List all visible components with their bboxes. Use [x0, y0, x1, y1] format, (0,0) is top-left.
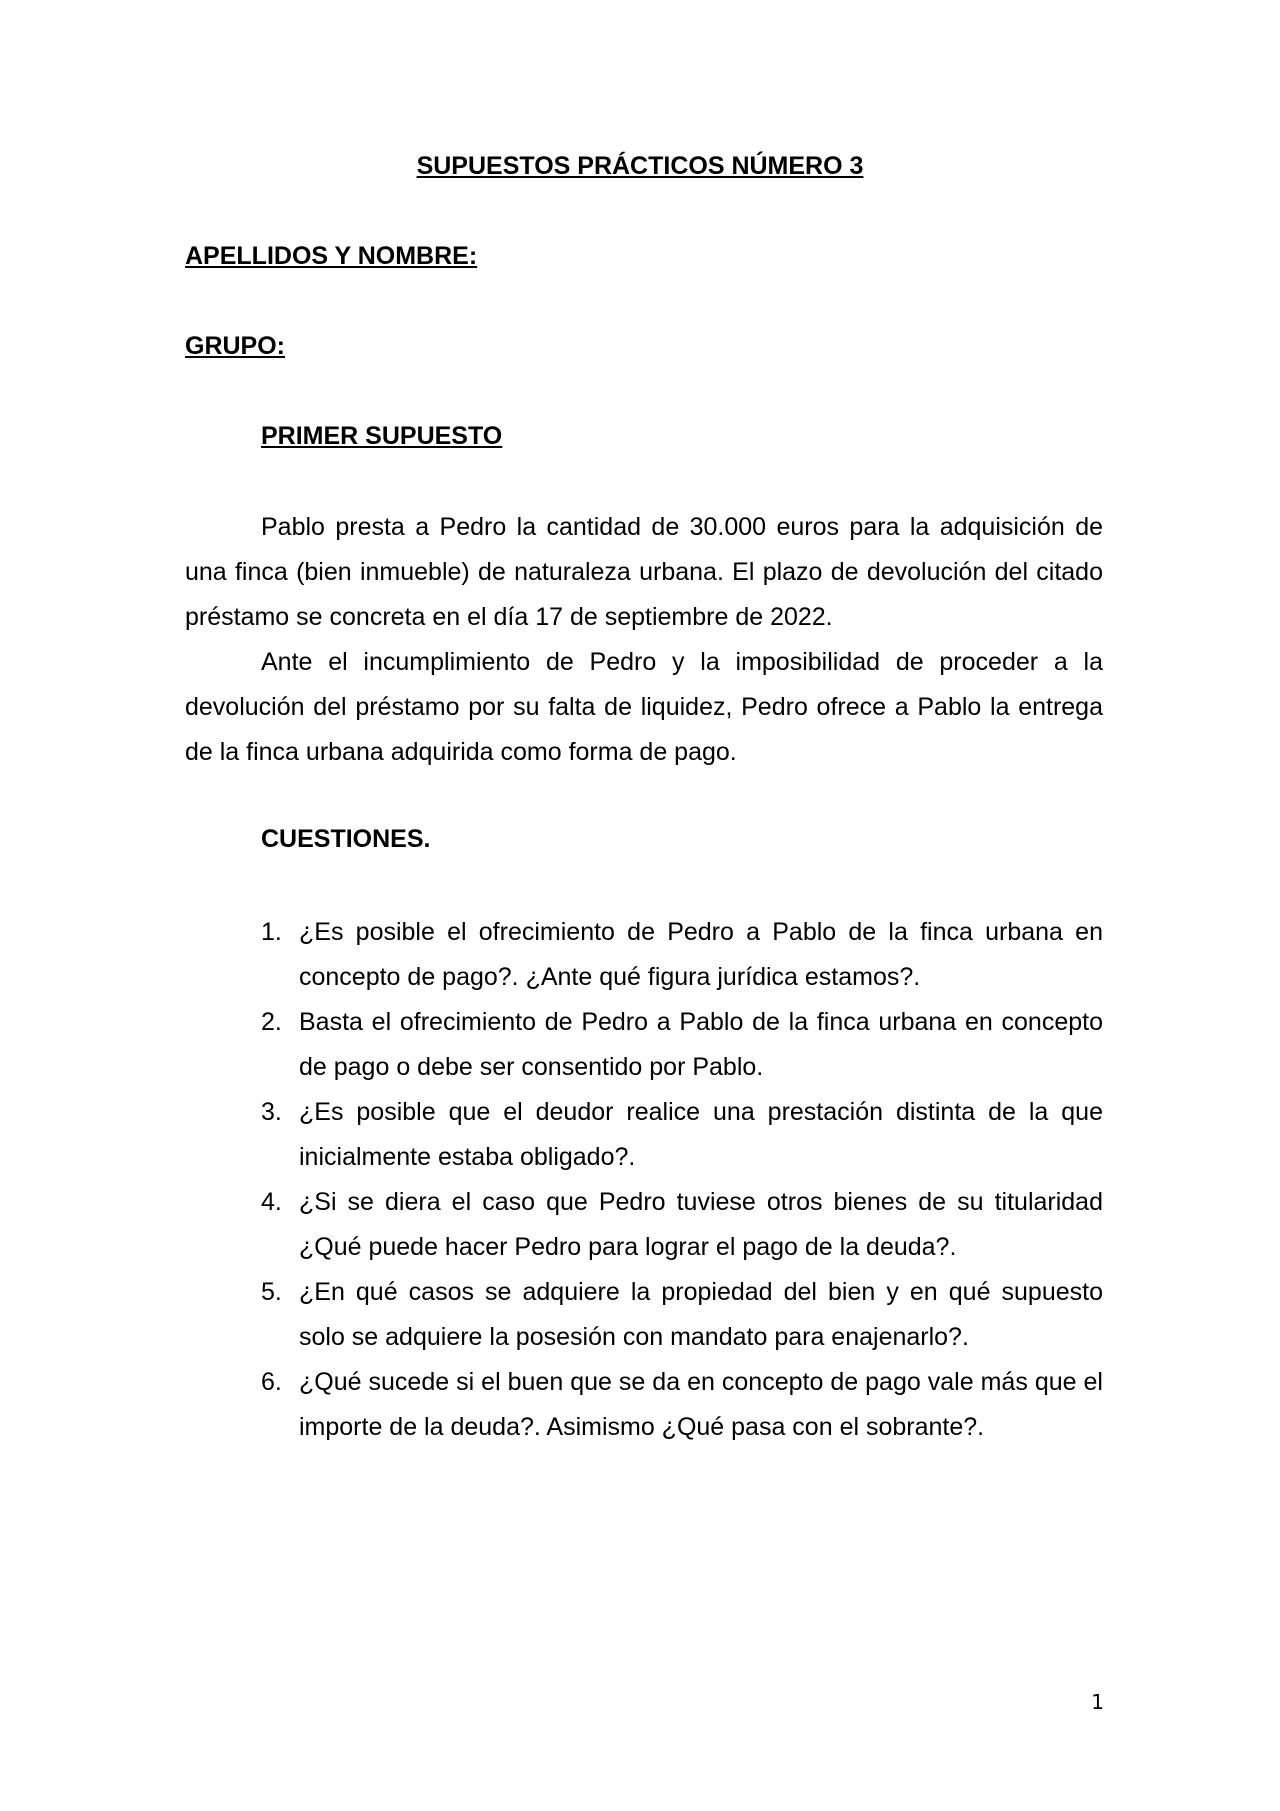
section-title: PRIMER SUPUESTO	[261, 422, 503, 450]
questions-title: CUESTIONES.	[261, 825, 431, 853]
question-number: 6.	[261, 1368, 282, 1396]
question-item	[185, 1360, 1103, 1450]
question-text: ¿Es posible que el deudor realice una prestación distinta de la que inicialmente estaba obligado?.	[299, 1098, 1103, 1171]
question-item	[185, 1000, 1103, 1090]
question-text: ¿Es posible el ofrecimiento de Pedro a Pablo de la finca urbana en concepto de pago?. ¿Ante qué figura jurídica estamos?.	[299, 918, 1103, 991]
question-item	[185, 910, 1103, 1000]
document-title: SUPUESTOS PRÁCTICOS NÚMERO 3	[416, 152, 864, 180]
question-number: 2.	[261, 1008, 282, 1036]
question-number: 5.	[261, 1278, 282, 1306]
questions-list	[185, 910, 1103, 1450]
paragraph-text: Pablo presta a Pedro la cantidad de 30.000 euros para la adquisición de una finca (bien inmueble) de naturaleza urbana. El plazo de devolución del citado préstamo se concreta en el día 17 de septiembre de 2022.	[185, 513, 1103, 631]
name-label: APELLIDOS Y NOMBRE:	[185, 242, 478, 270]
question-item	[185, 1090, 1103, 1180]
question-text: ¿Qué sucede si el buen que se da en concepto de pago vale más que el importe de la deuda?. Asimismo ¿Qué pasa con el sobrante?.	[299, 1368, 1103, 1441]
question-number: 3.	[261, 1098, 282, 1126]
question-number: 4.	[261, 1188, 282, 1216]
question-number: 1.	[261, 918, 282, 946]
question-text: ¿Si se diera el caso que Pedro tuviese otros bienes de su titularidad ¿Qué puede hacer Pedro para lograr el pago de la deuda?.	[299, 1188, 1103, 1261]
question-item	[185, 1180, 1103, 1270]
question-text: ¿En qué casos se adquiere la propiedad del bien y en qué supuesto solo se adquiere la posesión con mandato para enajenarlo?.	[299, 1278, 1103, 1351]
question-text: Basta el ofrecimiento de Pedro a Pablo de la finca urbana en concepto de pago o debe ser consentido por Pablo.	[299, 1008, 1103, 1081]
question-item	[185, 1270, 1103, 1360]
paragraph	[185, 505, 1103, 640]
page-number: 1	[1091, 1690, 1104, 1714]
paragraph	[185, 640, 1103, 775]
group-label: GRUPO:	[185, 332, 285, 360]
paragraph-text: Ante el incumplimiento de Pedro y la imposibilidad de proceder a la devolución del préstamo por su falta de liquidez, Pedro ofrece a Pablo la entrega de la finca urbana adquirida como forma de pago.	[185, 648, 1103, 766]
